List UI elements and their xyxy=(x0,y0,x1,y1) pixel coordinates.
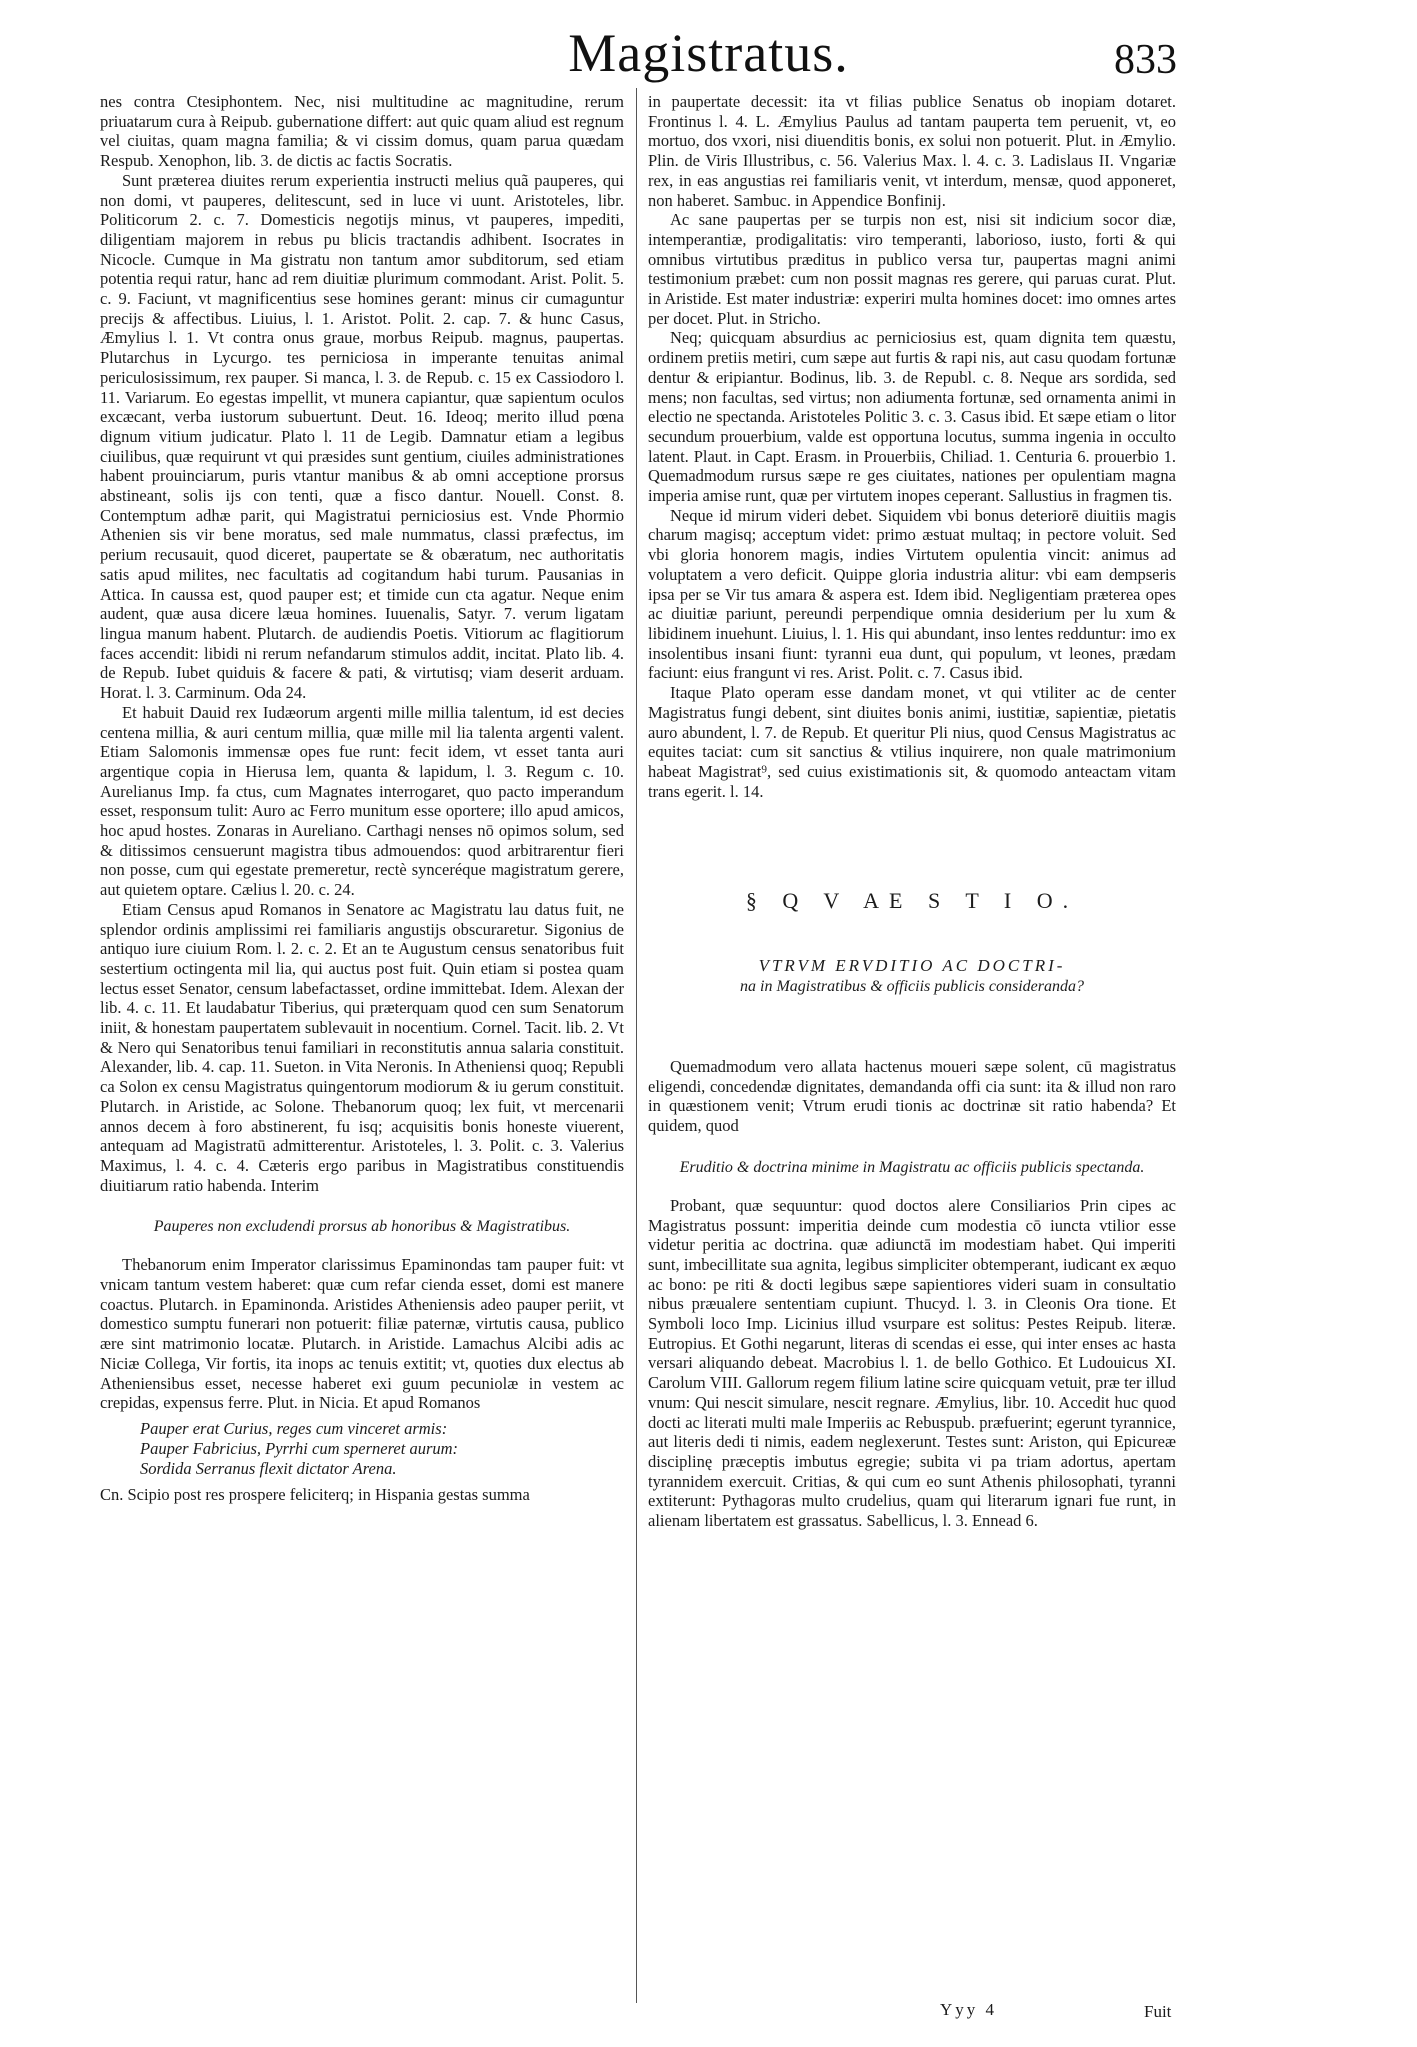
questio-title xyxy=(678,955,1146,997)
paragraph: Et habuit Dauid rex Iudæorum argenti mille millia talentum, id est decies centena millia, & auri centum millia, quæ mille mil lia talenta argenti valent. Etiam Salomonis immensæ opes fue runt: fecit idem, vt esset tanta auri argentique copia in Hierusa lem, quanta & lapidum, l. 3. Regum c. 10. Aurelianus Imp. fa ctus, cum Magnates interrogaret, quo pacto imperandum esset, responsum tulit: Auro ac Ferro munitum esse oportere; illo apud amicos, hoc apud hostes. Zonaras in Aureliano. Carthagi nenses nō opimos solum, sed & ditissimos censuerunt magistra tibus admouendos: quod arbitrarentur fieri non posse, cum qui egestate premeretur, rectè synceréque magistratum gerere, aut quietem optare. Cælius l. 20. c. 24. xyxy=(100,702,624,900)
paragraph: Neque id mirum videri debet. Siquidem vbi bonus deteriorē diuitiis magis charum magisq; acceptum videt: primo æstuat multaq; in pectore voluit. Sed vbi gloria honorem magis, indies Virtutem opulentia vincit: animus ad voluptatem a vero deficit. Quippe gloria industria alitur: vbi eam dempseris ipsa per se Vir tus amara & aspera est. Idem ibid. Negligentiam præterea opes ac diuitiæ pariunt, pereundi perpendique omnia desiderium per lu xum & libidinem inuehunt. Liuius, l. 1. His qui abundant, inso lentes redduntur: imo ex insolentibus insani fiunt: tyranni eua dunt, qui populum, vt leones, prædam faciunt: eius frangunt vi res. Arist. Polit. c. 7. Casus ibid. xyxy=(648,505,1176,683)
paragraph: nes contra Ctesiphontem. Nec, nisi multitudine ac magnitudine, rerum priuatarum cura à Reipub. gubernatione differt: aut quic quam aliud est regnum vel ciuitas, quam magna familia; & vi cissim domus, quam parua quædam Respub. Xenophon, lib. 3. de dictis ac factis Socratis. xyxy=(100,92,624,171)
verse-quotation xyxy=(140,1419,624,1479)
paragraph: Quemadmodum vero allata hactenus moueri sæpe solent, cū magistratus eligendi, concedendæ dignitates, demandanda offi cia sunt: ita & illud non raro in quæstionem venit; Vtrum erudi tionis ac doctrinæ sit ratio habenda? Et quidem, quod xyxy=(648,1057,1176,1136)
paragraph: Ac sane paupertas per se turpis non est, nisi sit indicium socor diæ, intemperantiæ, prodigalitatis: viro temperanti, laborioso, iusto, forti & qui omnibus virtutibus præditus in publico versa tur, paupertas magni animi testimonium præbet: cum non possit magnas res gerere, qui paruas curat. Plut. in Aristide. Est mater industriæ: experiri multa homines docet: imo omnes artes per docet. Plut. in Stricho. xyxy=(648,210,1176,328)
questio-title-caps: VTRVM ERVDITIO AC DOCTRI- xyxy=(758,956,1066,976)
page-number: 833 xyxy=(1114,37,1177,83)
right-column xyxy=(648,92,1176,1531)
paragraph: Thebanorum enim Imperator clarissimus Epaminondas tam pauper fuit: vt vnicam tantum vestem haberet: quæ cum refar cienda esset, domi est manere coactus. Plutarch. in Epaminonda. Aristides Atheniensis adeo pauper periit, vt domestico sumptu funerari non potuerit: filiæ paternæ, virtutis causa, publico ære sint matrimonio locatæ. Plutarch. in Aristide. Lamachus Alcibi adis ac Niciæ Collega, Vir fortis, ita inops ac tenuis extitit; vt, quoties dux electus ab Atheniensibus esset, necesse haberet exi guum pecuniolæ in vestem ac crepidas, expensus ferre. Plut. in Nicia. Et apud Romanos xyxy=(100,1255,624,1413)
questio-title-rest: na in Magistratibus & officiis publicis consideranda? xyxy=(740,978,1084,996)
verse-line: Pauper erat Curius, reges cum vinceret armis: xyxy=(140,1419,448,1438)
signature-mark: Yyy 4 xyxy=(940,2000,998,2019)
section-subheading: Eruditio & doctrina minime in Magistratu ac officiis publicis spectanda. xyxy=(679,1158,1145,1176)
paragraph: Cn. Scipio post res prospere feliciterq; in Hispania gestas summa xyxy=(100,1485,530,1504)
section-subheading: Pauperes non excludendi prorsus ab honoribus & Magistratibus. xyxy=(153,1218,571,1236)
left-column xyxy=(100,92,624,1505)
verse-line: Pauper Fabricius, Pyrrhi cum sperneret aurum: xyxy=(140,1439,459,1458)
paragraph: Itaque Plato operam esse dandam monet, vt qui vtiliter ac de center Magistratus fungi debent, sint diuites bonis animi, iustitiæ, sapientiæ, pietatis auro abundent, l. 7. de Repub. Et queritur Pli nius, quod Census Magistratus ac equites taciat: cum sit sanctius & vtilius inquirere, non quale matrimonium habeat Magistrat⁹, sed cuius existimationis sit, & quomodo anteactam vitam trans egerit. l. 14. xyxy=(648,683,1176,801)
paragraph: Sunt præterea diuites rerum experientia instructi melius quã pauperes, qui non domi, vt pauperes, delitescunt, sed in luce vi uunt. Aristoteles, libr. Politicorum 2. c. 7. Domesticis negotijs minus, vt pauperes, impediti, diligentiam majorem in rebus pu blicis tractandis adhibent. Isocrates in Nicocle. Cumque in Ma gistratu non tantum amor subditorum, sed etiam potentia requi ratur, hanc ad rem diuitiæ plurimum commodant. Arist. Polit. 5. c. 9. Faciunt, vt magnificentius sese homines gerant: minus cir cumaguntur precijs & affectibus. Liuius, l. 1. Aristot. Polit. 2. cap. 7. & hunc Casus, Æmylius l. 1. Vt contra onus graue, morbus Reipub. magnus, paupertas. Plutarchus in Lycurgo. tes perniciosa in imperante tenuitas animal periculosissimum, rex pauper. Si manca, l. 3. de Repub. c. 15 ex Cassiodoro l. 11. Variarum. Eo egestas impellit, vt munera capiantur, quæ sapientum oculos excæcant, verba iustorum subuertunt. Deut. 16. Ideoq; merito illud pœna dignum vitium judicatur. Plato l. 11 de Legib. Damnatur etiam a legibus ciuilibus, quæ requirunt vt qui præsides sunt gentium, ciuiles administrationes habent prouinciarum, puris vtantur manibus & ab omni acceptione prorsus abstineant, solis ijs con tenti, quæ a fisco dantur. Nouell. Const. 8. Contemptum adhæ parit, qui Magistratui perniciosius est. Vnde Phormio Athenien sis vir bene moratus, sed male nummatus, classi præfectus, im perium recusauit, quod diceret, paupertate se & obæratum, nec authoritatis satis apud milites, nec facultatis ad cogitandum habi turum. Pausanias in Attica. In caussa est, quod pauper est; et timide cun cta agatur. Neque enim audent, quæ ausa dicere læua homines. Iuuenalis, Satyr. 7. verum ligatam lingua manum habent. Plutarch. de audiendis Poetis. Vitiorum ac flagitiorum faces accendit: libidi ni rerum nefandarum stimulos addit, incitat. Plato lib. 4. de Repub. Iubet quiduis & facere & pati, & virtutisq; viam deserit arduam. Horat. l. 3. Carminum. Oda 24. xyxy=(100,170,624,703)
page-header xyxy=(0,22,1417,94)
column-divider xyxy=(636,88,637,2003)
paragraph: in paupertate decessit: ita vt filias publice Senatus ob inopiam dotaret. Frontinus l. 4. L. Æmylius Paulus ad tantam pauperta tem peruenit, vt, eo mortuo, dos vxori, nisi diuenditis bonis, ex solui non potuerit. Plut. in Æmylio. Plin. de Viris Illustribus, c. 56. Valerius Max. l. 4. c. 3. Ladislaus II. Vngariæ rex, in eas angustias rei familiaris venit, vt interdum, mensæ, quod apponeret, non haberet. Sambuc. in Appendice Bonfinij. xyxy=(648,92,1176,210)
paragraph: Probant, quæ sequuntur: quod doctos alere Consiliarios Prin cipes ac Magistratus possunt: imperitia deinde cum modestia cō iuncta vtilior esse videtur peritia ac doctrina. quæ adiunctā im modestiam habet. Qui imperiti sunt, imbecillitate sua agnita, legibus simpliciter obtemperant, iudicant ex æquo ac bono: pe riti & docti legibus sæpe sapientiores videri suam in consultatio nibus præualere sententiam cupiunt. Thucyd. l. 3. in Cleonis Ora tione. Et Symboli loco Imp. Licinius illud vsurpare est solitus: Pestes Reipub. literæ. Eutropius. Et Gothi negarunt, literas di scendas ei esse, qui inter enses ac hasta versari aliquando debeat. Macrobius l. 1. de bello Gothico. Et Ludouicus XI. Carolum VIII. Gallorum regem filium latine scire quicquam vetuit, præ ter illud vnum: Qui nescit simulare, nescit regnare. Æmylius, libr. 10. Accedit huc quod docti ac literati multi male Imperiis ac Rebuspub. præfuerint; egerunt tyrannice, aut literis dedi ti nimis, eadem neglexerunt. Testes sunt: Ariston, qui Epicureæ disciplinę præceptis imbutus egregie; subita vi pa triam adortus, apertam tyrannidem exercuit. Critias, & qui cum eo sunt Athenis philosophati, tyranni extiterunt: Pythagoras multo crudelius, quam qui literarum ignari fue runt, in alienam libertatem est grassatus. Sabellicus, l. 3. Ennead 6. xyxy=(648,1195,1176,1531)
catchword: Fuit xyxy=(1144,2002,1172,2021)
paragraph: Etiam Census apud Romanos in Senatore ac Magistratu lau datus fuit, ne splendor ordinis amplissimi rei familiaris angustijs obscuraretur. Sigonius de antiquo iure ciuium Rom. l. 2. c. 2. Et an te Augustum census senatoribus fuit sestertium octingenta mil lia, qui auctus post fuit. Quin etiam si postea quam lectus esset Senator, censum labefactasset, ordine immittebat. Idem. Alexan der lib. 4. c. 11. Et laudabatur Tiberius, qui præterquam quod cen sum Senatorum iniit, & honestam paupertatem sublevauit in nocentium. Cornel. Tacit. lib. 2. Vt & Nero qui Senatoribus tenui familiari in reconstitutis annua salaria constituit. Alexander, lib. 4. cap. 11. Sueton. in Vita Neronis. In Atheniensi quoq; Republi ca Solon ex censu Magistratus quingentorum modiorum & iu gerum constituit. Plutarch. in Aristide, ac Solone. Thebanorum quoq; lex fuit, vt mercenarii annos decem à foro abstinerent, fu isq; acquisitis bonis honeste viuerent, antequam ad Magistratū admitterentur. Aristoteles, l. 3. Polit. c. 3. Valerius Maximus, l. 4. c. 4. Cæteris ergo paribus in Magistratibus constituendis diuitiarum ratio habenda. Interim xyxy=(100,899,624,1195)
verse-line: Sordida Serranus flexit dictator Arena. xyxy=(140,1459,397,1478)
paragraph: Neq; quicquam absurdius ac perniciosius est, quam dignita tem quæstu, ordinem pretiis metiri, cum sæpe aut furtis & rapi nis, aut casu quodam fortunæ dentur & eripiantur. Bodinus, lib. 3. de Republ. c. 8. Neque ars sordida, sed mens; non facultas, sed virtus; non adiumenta fortunæ, sed ornamenta animi in electio ne spectanda. Aristoteles Politic 3. c. 3. Casus ibid. Et sæpe etiam o litor secundum prouerbium, valde est opportuna locutus, summa ingenia in occulto latent. Plaut. in Capt. Erasm. in Prouerbiis, Chiliad. 1. Centuria 6. prouerbio 1. Quemadmodum rursus sæpe re ges ciuitates, nationes per opulentiam magna imperia amise runt, quæ per virtutem inopes ceperant. Sallustius in fragmen tis. xyxy=(648,328,1176,506)
running-title: Magistratus. xyxy=(568,23,849,83)
questio-heading: § Q V AE S T I O. xyxy=(745,888,1079,914)
